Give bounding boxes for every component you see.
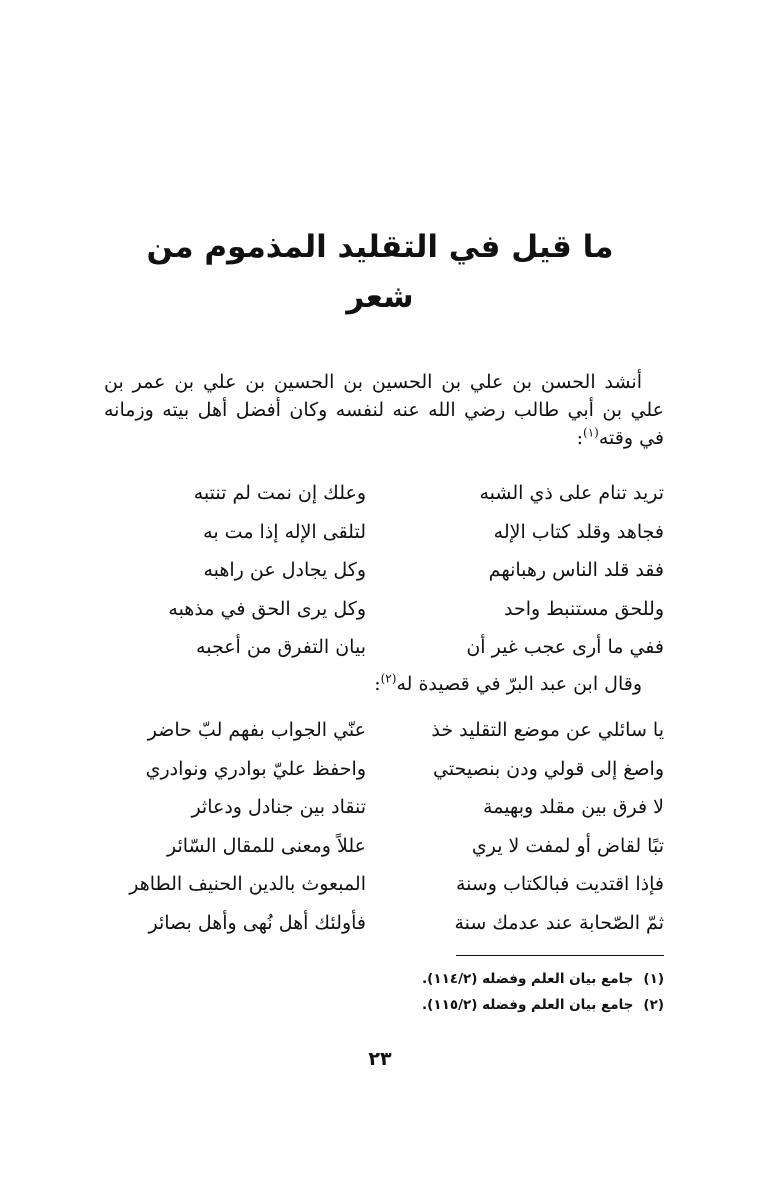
verse-first-hemistich: فجاهد وقلد كتاب الإله — [493, 520, 664, 543]
intro2-colon: : — [374, 673, 381, 695]
verse-first-hemistich: ففي ما أرى عجب غير أن — [466, 636, 664, 658]
verse-second-hemistich: لتلقى الإله إذا مت به — [203, 520, 366, 543]
verse-second-hemistich: عللاً ومعنى للمقال السّائر — [166, 834, 366, 857]
footnotes — [330, 966, 664, 1018]
verse-second-hemistich: وكل يجادل عن راهبه — [203, 559, 366, 581]
verse-first-hemistich: فقد قلد الناس رهبانهم — [488, 559, 664, 581]
poem-1 — [104, 478, 664, 671]
verse-second-hemistich: تنقاد بين جنادل ودعاثر — [191, 796, 366, 818]
verse-line — [104, 792, 664, 831]
verse-line — [104, 517, 664, 556]
verse-second-hemistich: بيان التفرق من أعجبه — [196, 636, 366, 658]
footnote-1 — [330, 966, 664, 992]
page-title: ما قيل في التقليد المذموم من شعر — [146, 229, 614, 315]
verse-first-hemistich: يا سائلي عن موضع التقليد خذ — [431, 719, 664, 741]
verse-line — [104, 908, 664, 947]
verse-first-hemistich: واصغ إلى قولي ودن بنصيحتي — [433, 757, 664, 780]
intro-colon: : — [576, 427, 584, 449]
second-intro-paragraph — [104, 670, 664, 698]
footnote-number: (١) — [643, 971, 664, 987]
footnote-ref-2: (٢) — [380, 671, 397, 686]
intro-text: أنشد الحسن بن علي بن الحسين بن الحسين بن علي بن عمر بن علي بن أبي طالب رضي الله عنه لنفسه وكان أفضل أهل بيته وزمانه في وقته — [104, 371, 664, 449]
footnote-2 — [330, 992, 664, 1018]
verse-line — [104, 754, 664, 793]
intro-paragraph — [104, 368, 664, 452]
verse-line — [104, 555, 664, 594]
footnote-text: جامع بيان العلم وفضله (١١٥/٢). — [422, 997, 634, 1013]
verse-line — [104, 869, 664, 908]
footnote-ref-1: (١) — [583, 425, 599, 440]
verse-first-hemistich: تبًا لقاض أو لمفت لا يري — [471, 834, 664, 857]
verse-first-hemistich: تريد تنام على ذي الشبه — [479, 482, 664, 504]
verse-line — [104, 632, 664, 671]
intro2-text: وقال ابن عبد البرّ في قصيدة له — [396, 673, 642, 695]
footnote-separator — [456, 955, 664, 956]
poem-2 — [104, 715, 664, 946]
footnote-number: (٢) — [643, 997, 664, 1013]
page-number: ٢٣ — [368, 1048, 392, 1070]
verse-second-hemistich: وكل يرى الحق في مذهبه — [168, 597, 366, 620]
verse-second-hemistich: واحفظ عليّ بوادري ونوادري — [145, 757, 366, 780]
verse-second-hemistich: المبعوث بالدين الحنيف الطاهر — [129, 873, 366, 895]
verse-first-hemistich: ثمّ الصّحابة عند عدمك سنة — [454, 911, 664, 934]
verse-line — [104, 478, 664, 517]
verse-line — [104, 594, 664, 633]
verse-first-hemistich: لا فرق بين مقلد وبهيمة — [483, 796, 664, 818]
verse-second-hemistich: فأولئك أهل نُهى وأهل بصائر — [148, 911, 366, 934]
verse-second-hemistich: عنّي الجواب بفهم لبّ حاضر — [147, 719, 366, 741]
verse-first-hemistich: وللحق مستنبط واحد — [504, 597, 664, 620]
verse-line — [104, 715, 664, 754]
footnote-text: جامع بيان العلم وفضله (١١٤/٢). — [422, 971, 634, 987]
verse-second-hemistich: وعلك إن نمت لم تنتبه — [193, 482, 366, 504]
verse-line — [104, 831, 664, 870]
verse-first-hemistich: فإذا اقتديت فبالكتاب وسنة — [455, 873, 664, 895]
